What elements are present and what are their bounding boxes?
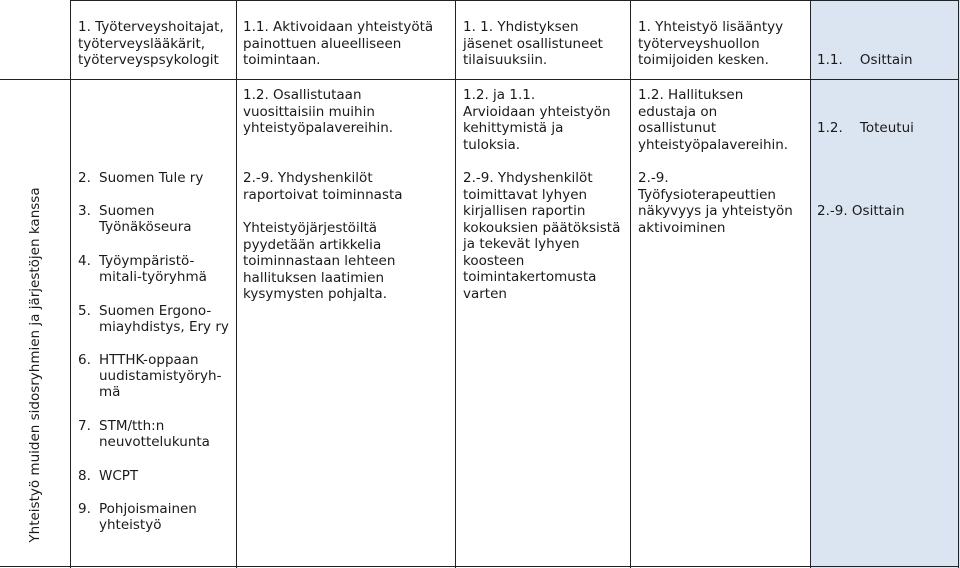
row1-action bbox=[243, 19, 453, 69]
list-number: 4. bbox=[78, 253, 91, 269]
text-line: Työnäköseura bbox=[99, 219, 192, 235]
text-line: edustaja on bbox=[638, 103, 718, 120]
text-line: koosteen bbox=[463, 252, 525, 269]
text-line: Pohjoismainen bbox=[99, 501, 197, 517]
text-line: Työfysioterapeuttien bbox=[638, 186, 776, 203]
text-line: työterveyspsykologit bbox=[78, 52, 219, 68]
row1-measure bbox=[463, 19, 628, 69]
text-line: yhteistyö bbox=[99, 517, 162, 533]
list-text bbox=[99, 253, 239, 285]
text-line: osallistunut bbox=[638, 120, 717, 136]
text-line: HTTHK-oppaan bbox=[99, 352, 199, 368]
text-line: kirjallisen raportin bbox=[463, 203, 586, 219]
text-line: 2.-9. bbox=[638, 170, 669, 186]
text-line: kehittymistä ja bbox=[463, 120, 564, 136]
text-line: jäsenet osallistuneet bbox=[463, 35, 603, 52]
text-line: näkyvyys ja yhteistyön bbox=[638, 203, 793, 219]
text-line: hallituksen laatimien bbox=[243, 269, 385, 286]
text-line: uudistamistyöryh- bbox=[99, 368, 222, 384]
row2-measure-2-9 bbox=[463, 170, 628, 302]
column-divider bbox=[455, 0, 456, 568]
column-divider bbox=[630, 0, 631, 568]
list-text bbox=[99, 352, 239, 400]
text-line: Arvioidaan yhteistyön bbox=[463, 103, 611, 120]
text-line: Yhteistyöjärjestöiltä bbox=[243, 220, 378, 236]
row2-goal-1-2 bbox=[638, 87, 808, 153]
text-line: Suomen bbox=[99, 203, 155, 219]
list-number: 9. bbox=[78, 501, 91, 517]
row2-action-articles bbox=[243, 220, 453, 303]
text-line: kysymysten pohjalta. bbox=[243, 286, 387, 302]
text-line: 1.1. Osittain bbox=[817, 52, 913, 68]
text-line: varten bbox=[463, 285, 507, 302]
side-label-cell bbox=[0, 79, 70, 568]
text-line: ja tekevät lyhyen bbox=[463, 236, 580, 252]
list-text bbox=[99, 303, 239, 335]
list-number: 2. bbox=[78, 170, 91, 186]
column-divider bbox=[958, 0, 959, 568]
row-divider bbox=[70, 0, 959, 1]
column-divider bbox=[70, 0, 71, 568]
text-line: mä bbox=[99, 384, 121, 400]
row-divider bbox=[0, 566, 959, 567]
row2-result-2-9 bbox=[817, 170, 957, 236]
row1-result bbox=[817, 19, 957, 85]
text-line: toimintaan. bbox=[243, 52, 321, 68]
text-line: 1.2. Osallistutaan bbox=[243, 87, 362, 103]
text-line: vuosittaisiin muihin bbox=[243, 103, 375, 120]
row2-measure-1-2 bbox=[463, 87, 628, 153]
text-line: yhteistyöpalavereihin. bbox=[638, 136, 789, 153]
row2-result-1-2 bbox=[817, 87, 957, 153]
text-line: toimittavat lyhyen bbox=[463, 186, 588, 203]
row1-target-group bbox=[78, 19, 234, 69]
text-line: 1. Työterveyshoitajat, bbox=[78, 19, 224, 35]
text-line: 1.2. Toteutui bbox=[817, 120, 914, 136]
text-line: 1.1. Aktivoidaan yhteistyötä bbox=[243, 19, 434, 35]
text-line: STM/tth:n bbox=[99, 418, 165, 434]
text-line: yhteistyöpalavereihin. bbox=[243, 120, 394, 136]
list-number: 7. bbox=[78, 418, 91, 434]
list-text bbox=[99, 468, 239, 484]
text-line: Työympäristö- bbox=[99, 253, 195, 269]
text-line: painottuen alueelliseen bbox=[243, 35, 402, 52]
text-line: Suomen Ergono- bbox=[99, 303, 212, 319]
row2-goal-2-9 bbox=[638, 170, 808, 236]
list-number: 3. bbox=[78, 203, 91, 219]
list-number: 8. bbox=[78, 468, 91, 484]
text-line: raportoivat toiminnasta bbox=[243, 186, 403, 203]
side-label: Yhteistyö muiden sidosryhmien ja järjestöjen kanssa bbox=[27, 187, 43, 543]
list-text bbox=[99, 170, 239, 186]
row-divider bbox=[0, 79, 959, 80]
list-text bbox=[99, 203, 239, 235]
text-line: kokouksien päätöksistä bbox=[463, 219, 621, 236]
text-line: Suomen Tule ry bbox=[99, 170, 204, 186]
text-line: toiminnastaan lehteen bbox=[243, 253, 396, 269]
text-line: toimintakertomusta bbox=[463, 269, 597, 285]
text-line: WCPT bbox=[99, 468, 139, 484]
text-line: aktivoiminen bbox=[638, 219, 726, 236]
list-number: 6. bbox=[78, 352, 91, 368]
text-line: 2.-9. Yhdyshenkilöt bbox=[463, 170, 593, 186]
text-line: 1. 1. Yhdistyksen bbox=[463, 19, 579, 35]
result-column-shading bbox=[810, 0, 960, 568]
text-line: neuvottelukunta bbox=[99, 434, 210, 450]
text-line: tuloksia. bbox=[463, 136, 521, 153]
text-line: työterveyshuollon bbox=[638, 35, 760, 52]
text-line: työterveyslääkärit, bbox=[78, 35, 206, 52]
column-divider bbox=[810, 0, 811, 568]
row2-action-2-9 bbox=[243, 170, 453, 203]
text-line: 2.-9. Osittain bbox=[817, 203, 905, 219]
text-line: toimijoiden kesken. bbox=[638, 52, 769, 68]
row2-action-1-2 bbox=[243, 87, 453, 137]
text-line: 2.-9. Yhdyshenkilöt bbox=[243, 170, 373, 186]
text-line: miayhdistys, Ery ry bbox=[99, 319, 229, 335]
list-text bbox=[99, 418, 239, 450]
text-line: 1.2. Hallituksen bbox=[638, 87, 744, 103]
text-line: 1.2. ja 1.1. bbox=[463, 87, 536, 103]
row1-goal bbox=[638, 19, 808, 69]
text-line: pyydetään artikkelia bbox=[243, 236, 382, 253]
text-line: 1. Yhteistyö lisääntyy bbox=[638, 19, 784, 35]
list-number: 5. bbox=[78, 303, 91, 319]
text-line: tilaisuuksiin. bbox=[463, 52, 548, 68]
list-text bbox=[99, 501, 239, 533]
text-line: mitali-työryhmä bbox=[99, 269, 207, 285]
